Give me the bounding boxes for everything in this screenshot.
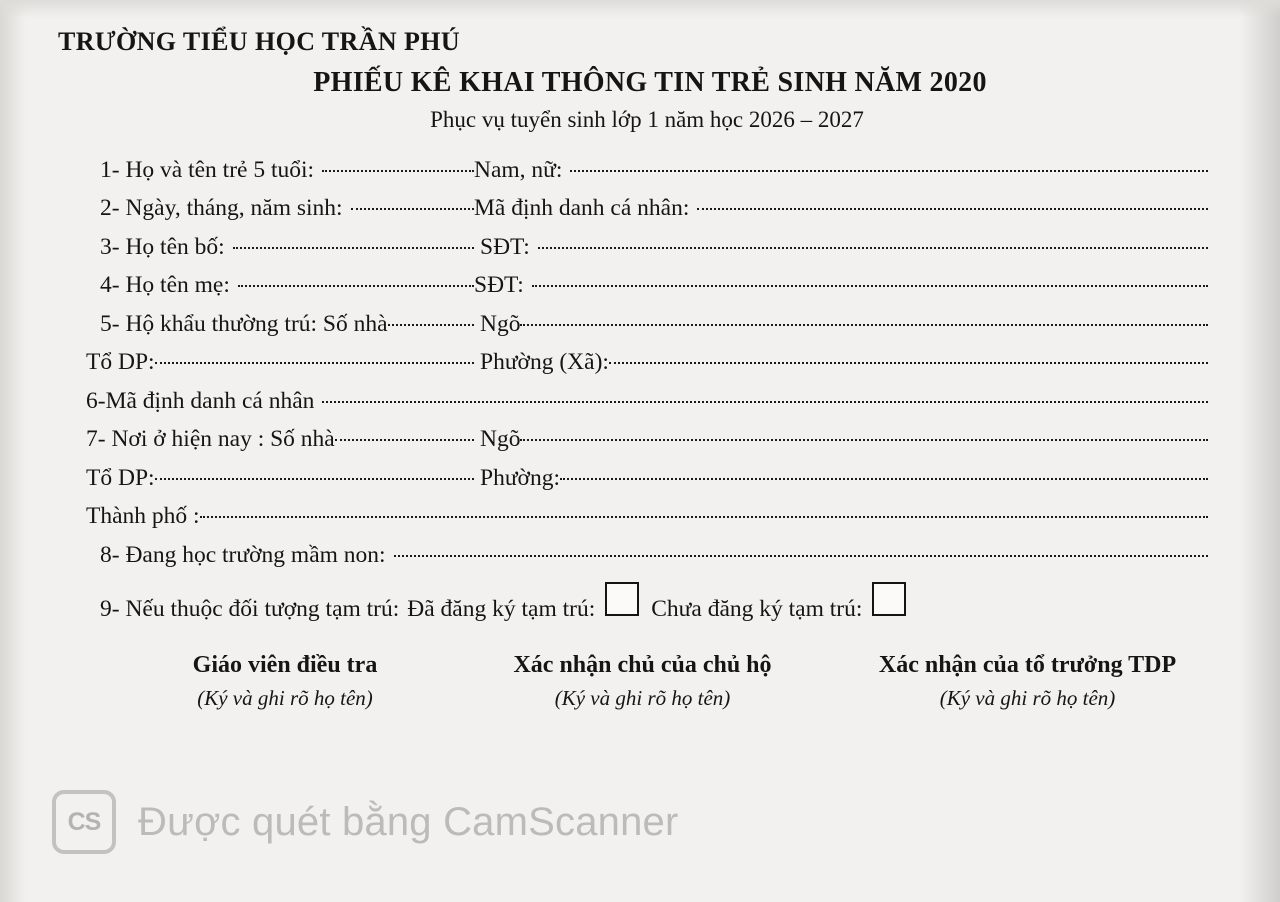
form-row-personal-id bbox=[86, 387, 1208, 414]
form-row-current-group-ward bbox=[86, 464, 1208, 491]
registered-temporary-checkbox[interactable] bbox=[605, 582, 639, 616]
field-current-ward bbox=[474, 464, 1208, 491]
temporary-residence-label: 9- Nếu thuộc đối tượng tạm trú: bbox=[100, 596, 400, 623]
field-permanent-house-number bbox=[86, 310, 474, 337]
field-father-name-input[interactable] bbox=[233, 247, 474, 249]
field-dob-label: 2- Ngày, tháng, năm sinh: bbox=[100, 195, 343, 222]
form-row-father bbox=[86, 233, 1208, 260]
camscanner-logo-icon: CS bbox=[52, 790, 116, 854]
form-row-dob bbox=[86, 197, 1208, 221]
field-current-alley bbox=[474, 428, 1208, 452]
form-row-name bbox=[86, 156, 1208, 183]
field-gender bbox=[474, 156, 1208, 183]
field-current-group-input[interactable] bbox=[155, 478, 474, 480]
camscanner-watermark-text: Được quét bằng CamScanner bbox=[138, 799, 679, 844]
signature-block-householder bbox=[450, 652, 835, 711]
field-permanent-alley-label: Ngõ bbox=[480, 310, 521, 337]
form-row-current-address bbox=[86, 428, 1208, 452]
signature-note: (Ký và ghi rõ họ tên) bbox=[554, 685, 731, 710]
field-mother-phone bbox=[474, 274, 1208, 298]
field-personal-id-top-input[interactable] bbox=[697, 208, 1208, 210]
field-permanent-group bbox=[86, 351, 474, 375]
field-father-phone-label: SĐT: bbox=[480, 233, 530, 260]
field-permanent-ward-label: Phường (Xã): bbox=[480, 349, 609, 376]
field-current-house-number bbox=[86, 428, 474, 452]
field-permanent-house-number-label: 5- Hộ khẩu thường trú: Số nhà bbox=[100, 310, 388, 337]
page-title: PHIẾU KÊ KHAI THÔNG TIN TRẺ SINH NĂM 2020 bbox=[313, 66, 987, 98]
field-permanent-ward bbox=[474, 351, 1208, 375]
field-father-name bbox=[86, 233, 474, 260]
field-mother-name-input[interactable] bbox=[238, 285, 474, 287]
field-current-alley-label: Ngõ bbox=[480, 426, 521, 453]
field-mother-phone-input[interactable] bbox=[532, 285, 1208, 287]
form-row-mother bbox=[86, 274, 1208, 298]
field-child-name-label: 1- Họ và tên trẻ 5 tuổi: bbox=[100, 156, 315, 183]
field-permanent-ward-input[interactable] bbox=[609, 362, 1208, 364]
field-current-ward-input[interactable] bbox=[560, 478, 1208, 480]
school-name: TRƯỜNG TIỂU HỌC TRẦN PHÚ bbox=[58, 27, 461, 56]
field-permanent-group-input[interactable] bbox=[155, 362, 474, 364]
field-kindergarten-input[interactable] bbox=[394, 555, 1208, 557]
field-city-input[interactable] bbox=[200, 516, 1208, 518]
signature-title: Giáo viên điều tra bbox=[192, 651, 378, 678]
field-child-name-input[interactable] bbox=[322, 170, 474, 172]
form-row-permanent-address bbox=[86, 310, 1208, 337]
field-permanent-group-label: Tổ DP: bbox=[86, 349, 155, 376]
field-dob-input[interactable] bbox=[351, 208, 474, 210]
field-father-phone bbox=[474, 233, 1208, 260]
signature-title: Xác nhận chủ của chủ hộ bbox=[513, 651, 772, 678]
signature-block-group-leader bbox=[835, 652, 1220, 711]
camscanner-watermark bbox=[52, 790, 679, 854]
signature-note: (Ký và ghi rõ họ tên) bbox=[939, 685, 1116, 710]
form-row-permanent-group-ward bbox=[86, 351, 1208, 375]
field-personal-id-top bbox=[474, 197, 1208, 221]
form-row-city bbox=[86, 505, 1208, 529]
signature-note: (Ký và ghi rõ họ tên) bbox=[197, 685, 373, 710]
field-father-phone-input[interactable] bbox=[538, 247, 1208, 249]
field-dob bbox=[86, 197, 474, 221]
field-personal-id-top-label: Mã định danh cá nhân: bbox=[474, 195, 690, 222]
field-personal-id bbox=[86, 387, 1208, 414]
field-mother-phone-label: SĐT: bbox=[474, 272, 524, 299]
field-current-ward-label: Phường: bbox=[480, 464, 561, 491]
form-row-temporary-residence bbox=[86, 582, 1208, 622]
field-mother-name-label: 4- Họ tên mẹ: bbox=[100, 272, 230, 299]
signature-section bbox=[0, 652, 1280, 711]
field-current-group-label: Tổ DP: bbox=[86, 464, 155, 491]
field-kindergarten bbox=[86, 541, 1208, 568]
unregistered-temporary-checkbox[interactable] bbox=[872, 582, 906, 616]
field-gender-label: Nam, nữ: bbox=[474, 156, 563, 183]
field-permanent-house-number-input[interactable] bbox=[388, 324, 474, 326]
field-child-name bbox=[86, 156, 474, 183]
registered-temporary-label: Đã đăng ký tạm trú: bbox=[407, 596, 596, 623]
unregistered-temporary-label: Chưa đăng ký tạm trú: bbox=[651, 596, 863, 623]
field-kindergarten-label: 8- Đang học trường mầm non: bbox=[100, 541, 386, 568]
field-current-group bbox=[86, 464, 474, 491]
field-current-house-number-input[interactable] bbox=[335, 439, 474, 441]
field-permanent-alley-input[interactable] bbox=[520, 324, 1208, 326]
page-subtitle: Phục vụ tuyển sinh lớp 1 năm học 2026 – 2027 bbox=[430, 106, 864, 132]
form-body bbox=[0, 156, 1280, 623]
field-current-house-number-label: 7- Nơi ở hiện nay : Số nhà bbox=[86, 426, 335, 453]
field-current-alley-input[interactable] bbox=[520, 439, 1208, 441]
signature-block-teacher bbox=[120, 652, 450, 711]
field-city-label: Thành phố : bbox=[86, 503, 200, 530]
field-gender-input[interactable] bbox=[570, 170, 1208, 172]
field-personal-id-input[interactable] bbox=[322, 401, 1208, 403]
signature-title: Xác nhận của tổ trưởng TDP bbox=[878, 651, 1177, 678]
form-row-kindergarten bbox=[86, 541, 1208, 568]
field-mother-name bbox=[86, 274, 474, 298]
field-permanent-alley bbox=[474, 310, 1208, 337]
document-header bbox=[0, 0, 1280, 133]
field-city bbox=[86, 505, 1208, 529]
field-personal-id-label: 6-Mã định danh cá nhân bbox=[86, 387, 315, 414]
field-father-name-label: 3- Họ tên bố: bbox=[100, 233, 225, 260]
